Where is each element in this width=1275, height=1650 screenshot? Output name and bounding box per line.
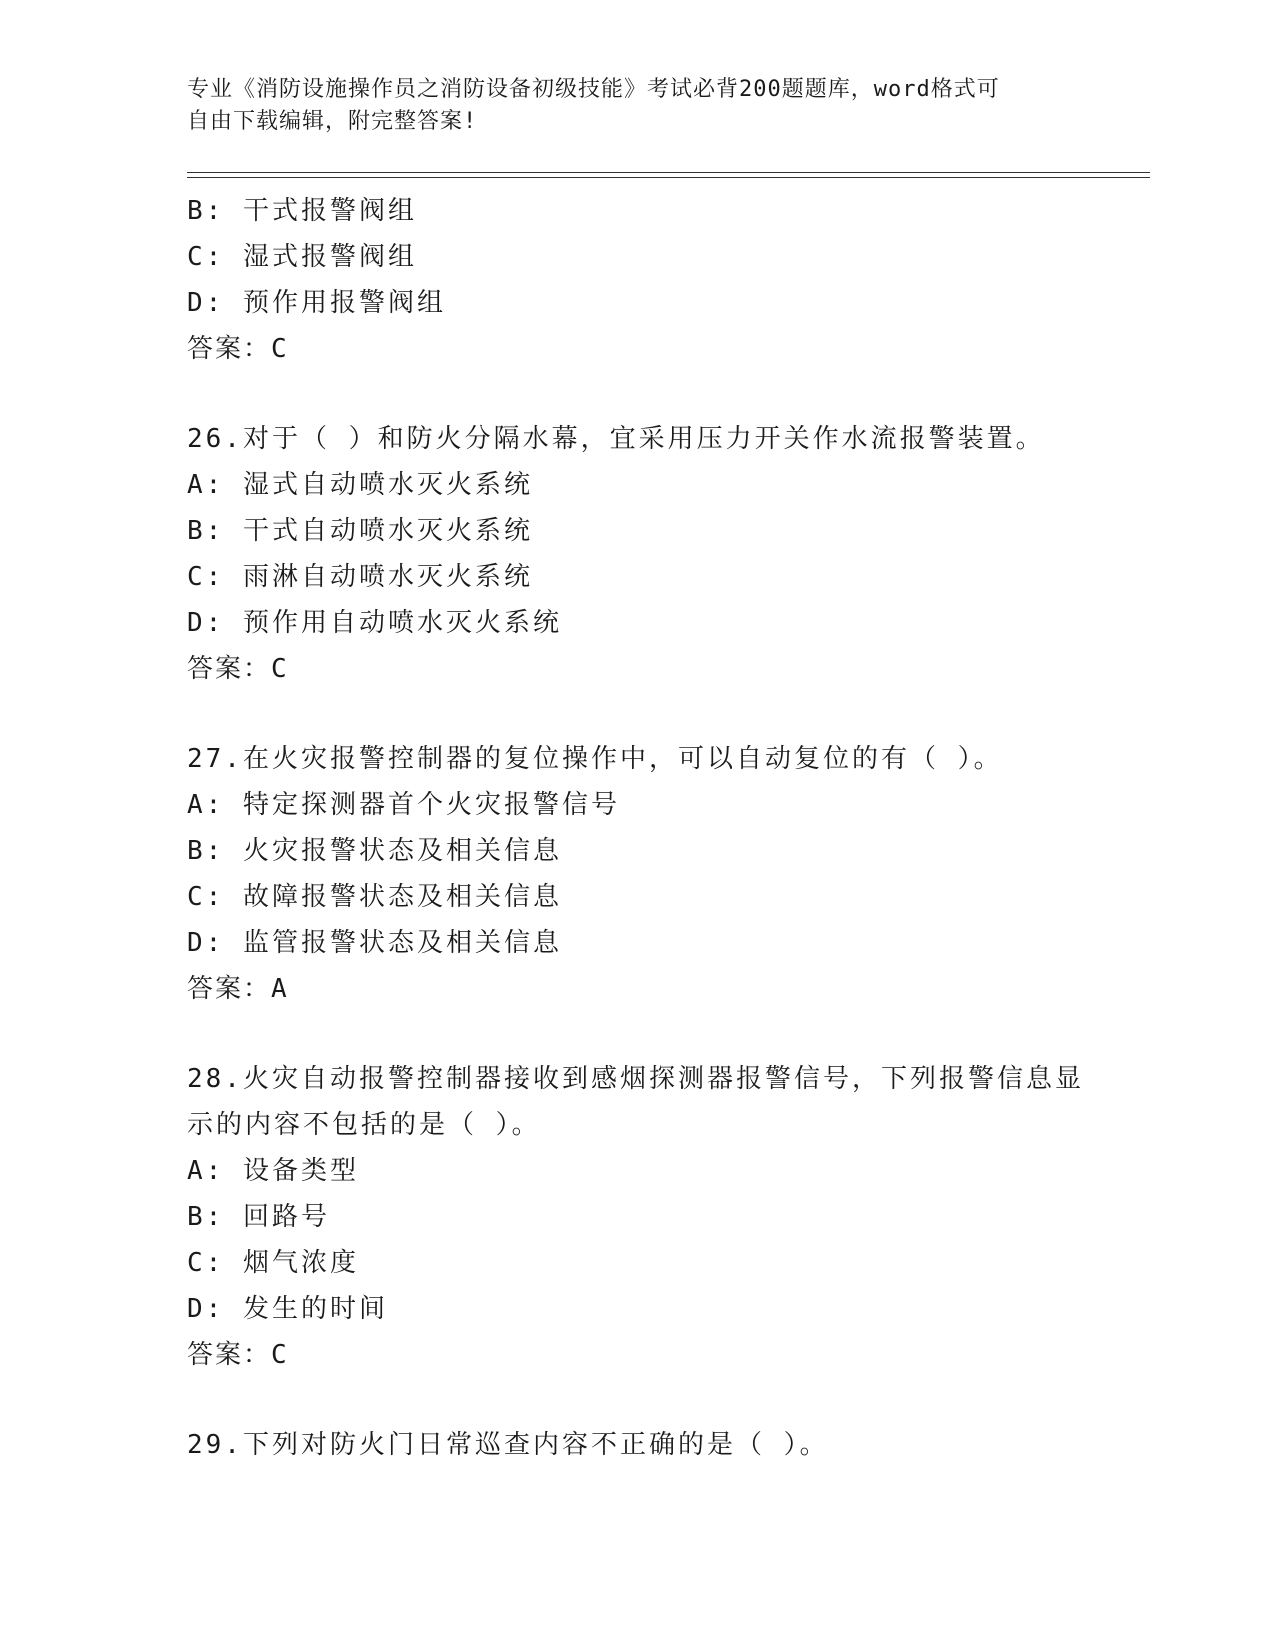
q28-stem-line-1: 28.火灾自动报警控制器接收到感烟探测器报警信号，下列报警信息显 [187,1064,1084,1094]
q27-stem: 27.在火灾报警控制器的复位操作中，可以自动复位的有（ ）。 [187,744,1003,774]
q28-option-b: B: 回路号 [187,1202,330,1232]
q26-option-d: D: 预作用自动喷水灭火系统 [187,608,562,638]
q29-stem: 29.下列对防火门日常巡查内容不正确的是（ ）。 [187,1430,829,1460]
q26-answer: 答案：C [187,654,289,684]
q25-option-d: D: 预作用报警阀组 [187,288,446,318]
q25-answer: 答案：C [187,334,289,364]
q25-option-b: B: 干式报警阀组 [187,196,417,226]
q28-option-a: A: 设备类型 [187,1156,359,1186]
q28-answer: 答案：C [187,1340,289,1370]
q27-option-b: B: 火灾报警状态及相关信息 [187,836,562,866]
document-header [187,74,1087,138]
header-line-1: 专业《消防设施操作员之消防设备初级技能》考试必背200题题库，word格式可 [187,77,1000,102]
q26-option-b: B: 干式自动喷水灭火系统 [187,516,533,546]
q27-option-c: C: 故障报警状态及相关信息 [187,882,562,912]
header-rule-bottom [187,177,1150,178]
header-line-2: 自由下载编辑，附完整答案! [187,109,478,134]
q28-option-c: C: 烟气浓度 [187,1248,359,1278]
q26-stem: 26.对于（ ）和防火分隔水幕，宜采用压力开关作水流报警装置。 [187,424,1045,454]
q27-answer: 答案：A [187,974,289,1004]
q27-option-d: D: 监管报警状态及相关信息 [187,928,562,958]
q28-option-d: D: 发生的时间 [187,1294,388,1324]
q26-option-c: C: 雨淋自动喷水灭火系统 [187,562,533,592]
question-list [187,188,1087,1468]
q26-option-a: A: 湿式自动喷水灭火系统 [187,470,533,500]
q27-option-a: A: 特定探测器首个火灾报警信号 [187,790,620,820]
q28-stem-line-2: 示的内容不包括的是（ ）。 [187,1110,541,1140]
q25-option-c: C: 湿式报警阀组 [187,242,417,272]
header-rule-top [187,172,1150,173]
